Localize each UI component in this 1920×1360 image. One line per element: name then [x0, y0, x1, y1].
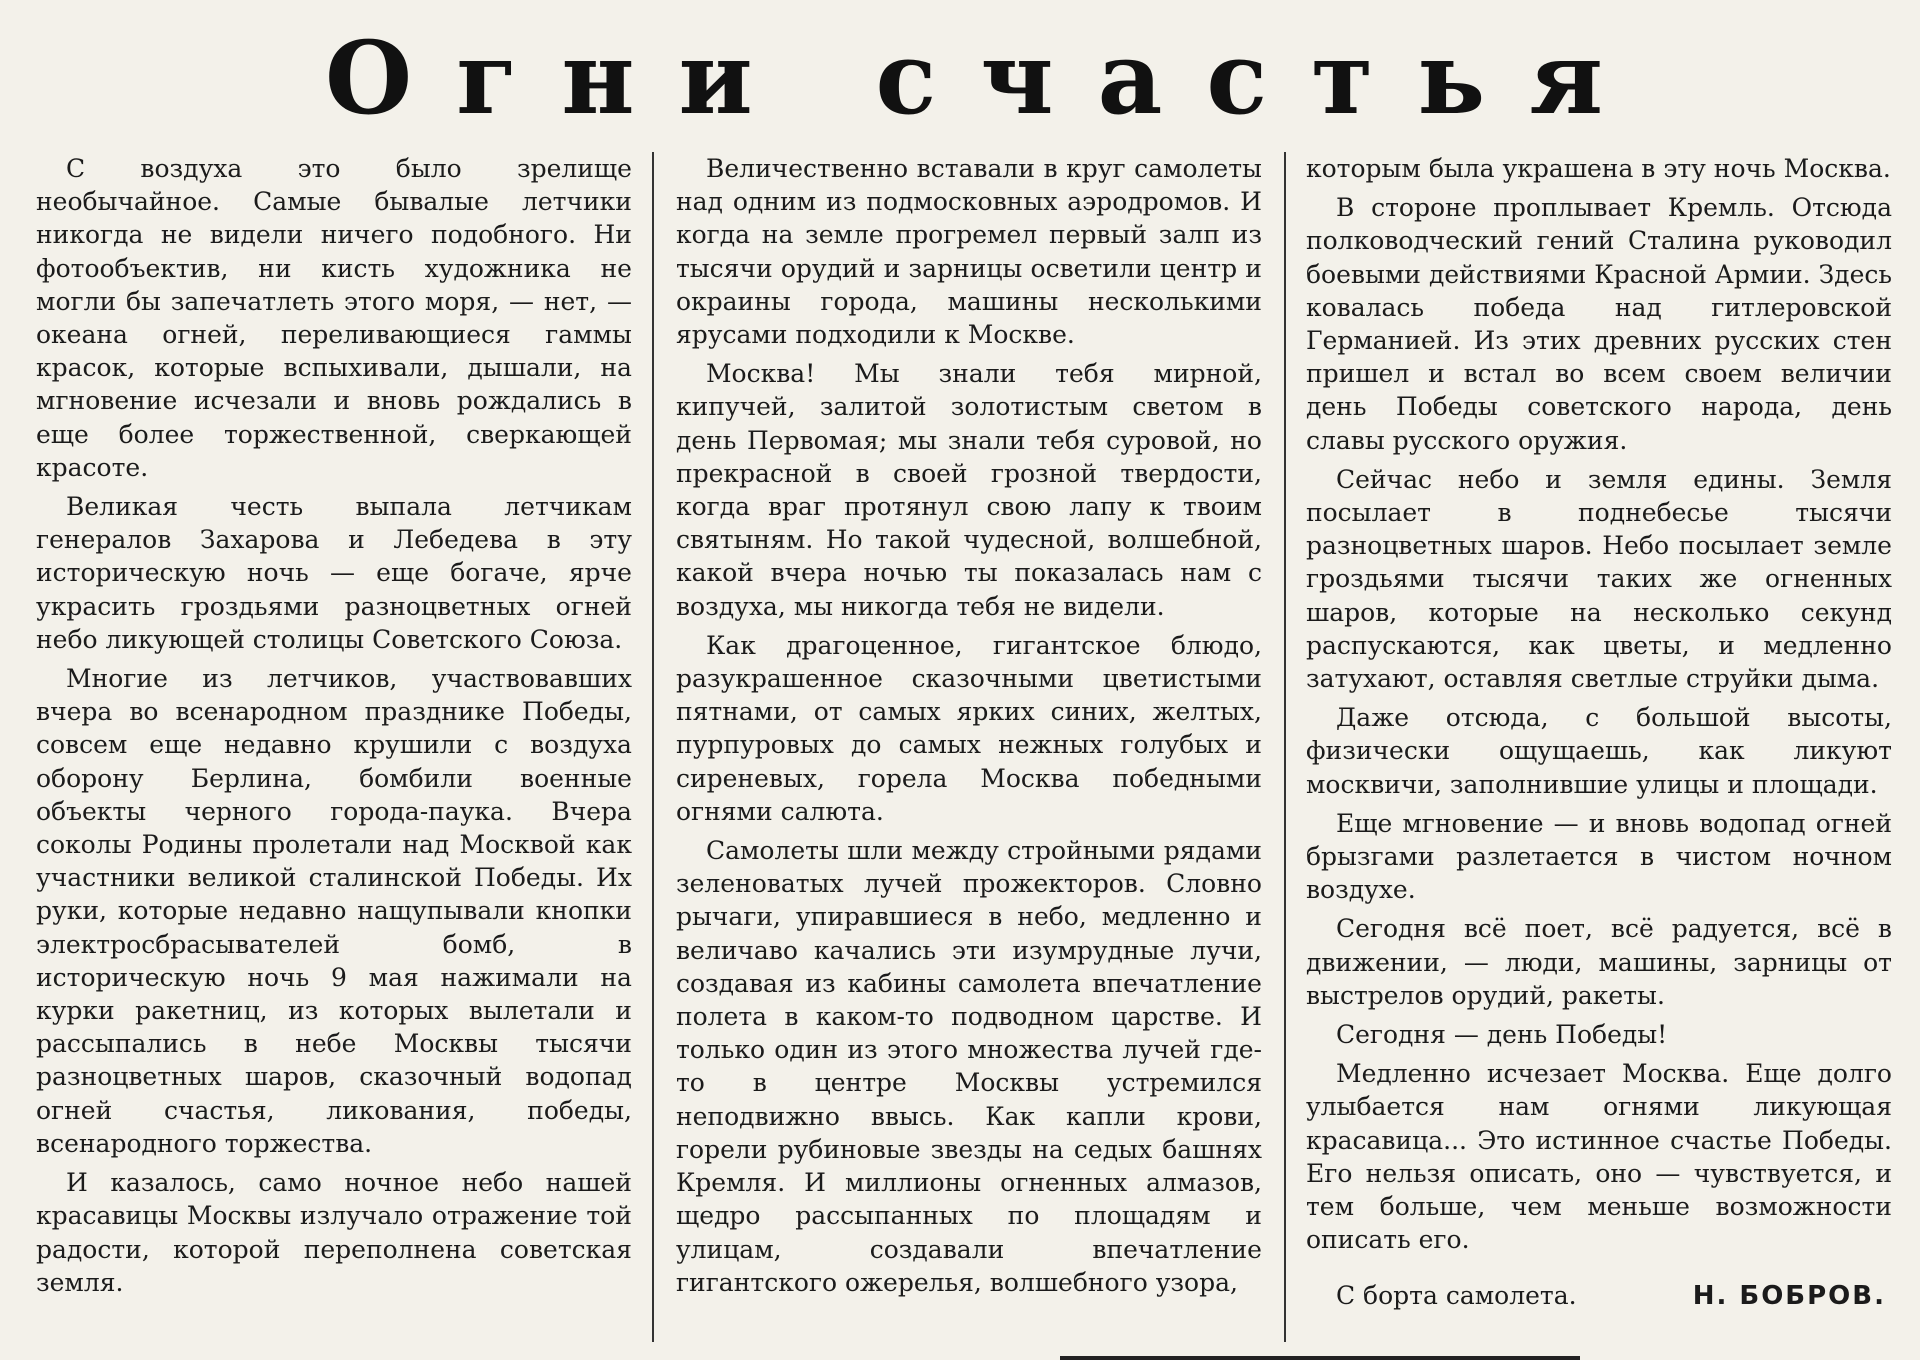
- paragraph: Сегодня всё поет, всё радуется, всё в движении, — люди, машины, зарницы от выстрелов орудий, ракеты.: [1305, 914, 1892, 1010]
- article-columns: [36, 152, 1892, 1342]
- paragraph: Медленно исчезает Москва. Еще долго улыбается нам огнями ликующая красавица... Это истинное счастье Победы. Его нельзя описать, оно — чувствуется, и тем больше, чем меньше возможности описать его.: [1305, 1059, 1892, 1255]
- paragraph: Как драгоценное, гигантское блюдо, разукрашенное сказочными цветистыми пятнами, от самых ярких синих, желтых, пурпуровых до самых нежных голубых и сиреневых, горела Москва победными огнями салюта.: [675, 630, 1262, 826]
- paragraph: В стороне проплывает Кремль. Отсюда полководческий гений Сталина руководил боевыми действиями Красной Армии. Здесь ковалась победа над гитлеровской Германией. Из этих древних русских стен пришел и встал во всем своем величии день Победы советского народа, день славы русского оружия.: [1305, 193, 1892, 455]
- author-name: Н. БОБРОВ.: [1692, 1280, 1886, 1311]
- paragraph: Еще мгновение — и вновь водопад огней брызгами разлетается в чистом ночном воздухе.: [1305, 808, 1892, 905]
- article-title: Огни счастья: [324, 19, 1648, 137]
- column-2: [652, 152, 1284, 1342]
- column-1: [36, 152, 652, 1342]
- paragraph: которым была украшена в эту ночь Москва.: [1305, 154, 1891, 183]
- paragraph: И казалось, само ночное небо нашей красавицы Москвы излучало отражение той радости, которой переполнена советская земля.: [36, 1168, 632, 1297]
- paragraph: Сегодня — день Победы!: [1335, 1020, 1668, 1050]
- paragraph: Самолеты шли между стройными рядами зеленоватых лучей прожекторов. Словно рычаги, упиравшиеся в небо, медленно и величаво качались эти изумрудные лучи, создавая из кабины самолета впечатление полета в каком-то подводном царстве. И только один из этого множества лучей где-то в центре Москвы устремился неподвижно ввысь. Как капли крови, горели рубиновые звезды на седых башнях Кремля. И миллионы огненных алмазов, щедро рассыпанных по площадям и улицам, создавали впечатление гигантского ожерелья, волшебного узора,: [675, 836, 1262, 1297]
- bottom-rule: [1060, 1356, 1580, 1360]
- paragraph: Великая честь выпала летчикам генералов Захарова и Лебедева в эту историческую ночь — еще богаче, ярче украсить гроздьями разноцветных огней небо ликующей столицы Советского Союза.: [36, 492, 632, 654]
- paragraph: Сейчас небо и земля едины. Земля посылает в поднебесье тысячи разноцветных шаров. Небо посылает земле гроздьями тысячи таких же огненных шаров, которые на несколько секунд распускаются, как цветы, и медленно затухают, оставляя светлые струйки дыма.: [1305, 464, 1892, 694]
- dateline: С борта самолета.: [1335, 1280, 1577, 1310]
- column-3: [1284, 152, 1892, 1342]
- paragraph: Величественно вставали в круг самолеты над одним из подмосковных аэродромов. И когда на земле прогремел первый залп из тысячи орудий и зарницы осветили центр и окраины города, машины несколькими ярусами подходили к Москве.: [675, 154, 1262, 350]
- paragraph: Даже отсюда, с большой высоты, физически ощущаешь, как ликуют москвичи, заполнившие улицы и площади.: [1305, 703, 1892, 799]
- paragraph: С воздуха это было зрелище необычайное. Самые бывалые летчики никогда не видели ничего подобного. Ни фотообъектив, ни кисть художника не могли бы запечатлеть этого моря, — нет, — океана огней, переливающиеся гаммы красок, которые вспыхивали, дышали, на мгновение исчезали и вновь рождались в еще более торжественной, сверкающей красоте.: [36, 154, 632, 482]
- paragraph: Москва! Мы знали тебя мирной, кипучей, залитой золотистым светом в день Первомая; мы знали тебя суровой, но прекрасной в своей грозной твердости, когда враг протянул свою лапу к твоим святыням. Но такой чудесной, волшебной, какой вчера ночью ты показалась нам с воздуха, мы никогда тебя не видели.: [675, 359, 1262, 621]
- byline: [1306, 1279, 1892, 1313]
- paragraph: Многие из летчиков, участвовавших вчера во всенародном празднике Победы, совсем еще недавно крушили с воздуха оборону Берлина, бомбили военные объекты черного города-паука. Вчера соколы Родины пролетали над Москвой как участники великой сталинской Победы. Их руки, которые недавно нащупывали кнопки электросбрасывателей бомб, в историческую ночь 9 мая нажимали на курки ракетниц, из которых вылетали и рассыпались в небе Москвы тысячи разноцветных шаров, сказочный водопад огней счастья, ликования, победы, всенародного торжества.: [36, 664, 632, 1158]
